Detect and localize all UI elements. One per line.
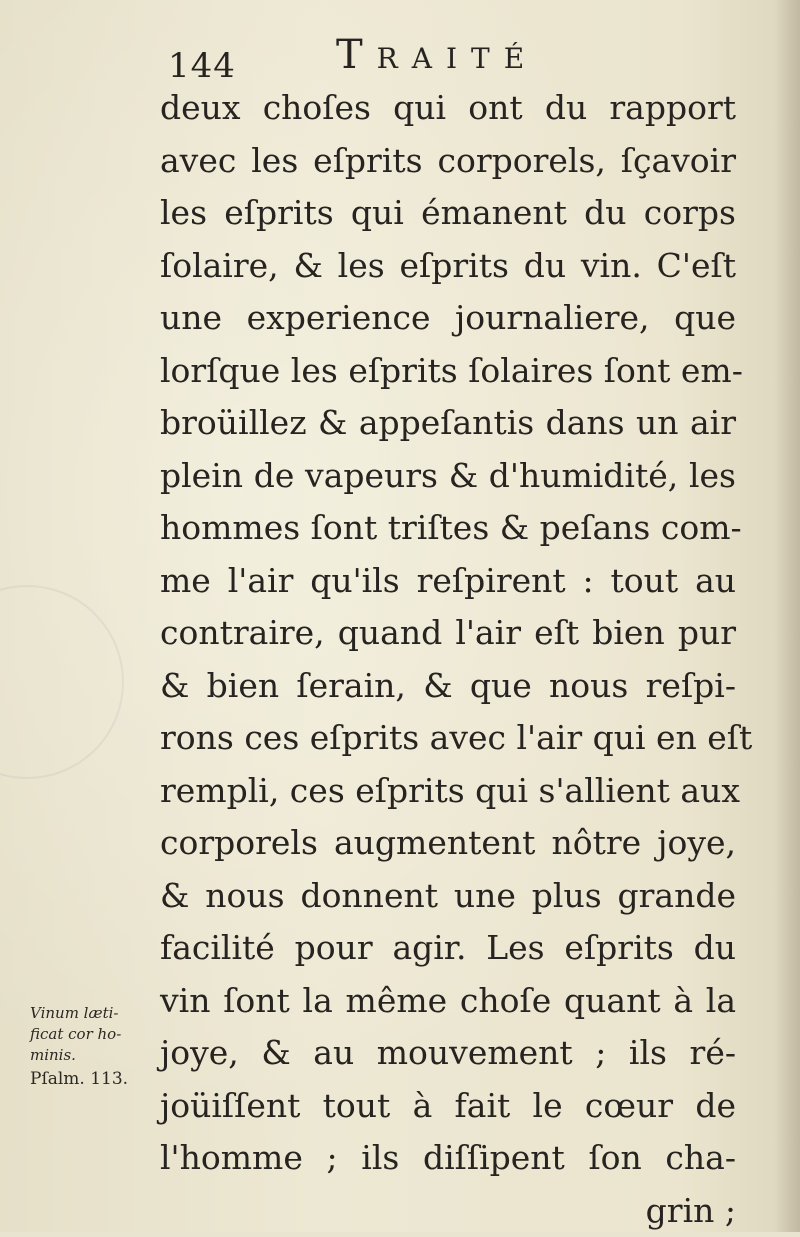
faded-stamp-mark	[0, 585, 124, 779]
margin-note-reference: Pſalm. 113.	[30, 1066, 160, 1092]
running-title: Traité	[336, 32, 538, 78]
text-line: contraire, quand l'air eſt bien pur	[160, 607, 736, 660]
margin-note	[30, 1003, 160, 1092]
text-line: joüiſſent tout à fait le cœur de	[160, 1080, 736, 1133]
text-line: hommes ſont triſtes & peſans com-	[160, 502, 736, 555]
text-line: me l'air qu'ils reſpirent : tout au	[160, 555, 736, 608]
body-text	[160, 82, 736, 1237]
margin-note-line: ficat cor ho-	[30, 1024, 160, 1045]
text-line: joye, & au mouvement ; ils ré-	[160, 1027, 736, 1080]
text-line: les eſprits qui émanent du corps	[160, 187, 736, 240]
text-line: avec les eſprits corporels, ſçavoir	[160, 135, 736, 188]
text-line: & nous donnent une plus grande	[160, 870, 736, 923]
text-line: plein de vapeurs & d'humidité, les	[160, 450, 736, 503]
text-line: une experience journaliere, que	[160, 292, 736, 345]
text-line: deux choſes qui ont du rapport	[160, 82, 736, 135]
text-line: broüillez & appeſantis dans un air	[160, 397, 736, 450]
text-line: l'homme ; ils diſſipent ſon cha-	[160, 1132, 736, 1185]
margin-note-line: minis.	[30, 1045, 160, 1066]
text-line: corporels augmentent nôtre joye,	[160, 817, 736, 870]
text-line: vin ſont la même choſe quant à la	[160, 975, 736, 1028]
text-line: & bien ſerain, & que nous reſpi-	[160, 660, 736, 713]
text-line: facilité pour agir. Les eſprits du	[160, 922, 736, 975]
margin-note-line: Vinum læti-	[30, 1003, 160, 1024]
catchword-line: grin ;	[160, 1185, 736, 1237]
text-line: lorſque les eſprits ſolaires ſont em-	[160, 345, 736, 398]
page-number: 144	[168, 46, 236, 86]
text-line: rons ces eſprits avec l'air qui en eſt	[160, 712, 736, 765]
text-line: rempli, ces eſprits qui s'allient aux	[160, 765, 736, 818]
spine-shadow	[774, 0, 800, 1232]
text-line: ſolaire, & les eſprits du vin. C'eſt	[160, 240, 736, 293]
